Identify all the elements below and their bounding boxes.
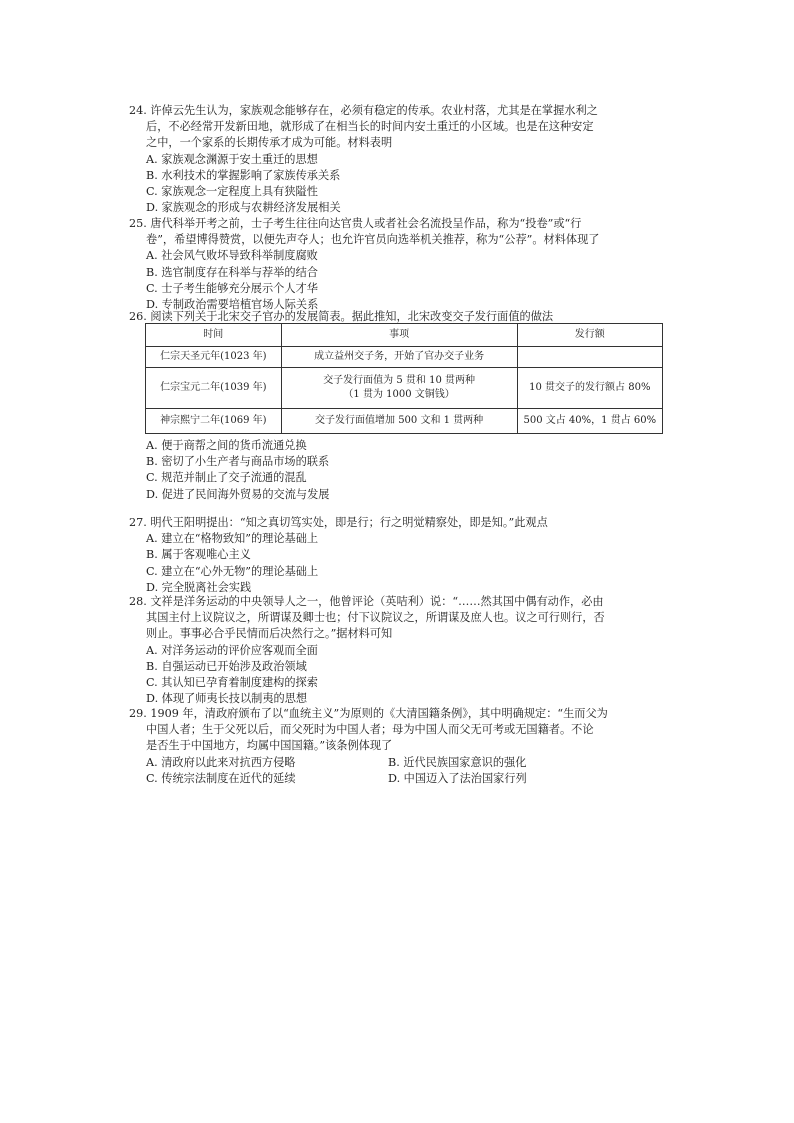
question-24-stem-line-1: 24. 许倬云先生认为，家族观念能够存在，必须有稳定的传承。农业村落，尤其是在掌握水利之 [129, 104, 598, 117]
question-24-option-d[interactable]: D. 家族观念的形成与农耕经济发展相关 [146, 201, 341, 215]
question-28-option-a[interactable]: A. 对洋务运动的评价应客观而全面 [146, 643, 318, 657]
question-24-stem-line-3: 之中，一个家系的长期传承才成为可能。材料表明 [146, 136, 393, 150]
question-26-option-b[interactable]: B. 密切了小生产者与商品市场的联系 [146, 455, 330, 469]
table-cell-note: （1 贯为 1000 文铜钱） [343, 389, 455, 400]
table-cell [517, 347, 662, 368]
question-28-stem-line-2: 其国主付上议院议之，所谓谋及卿士也；付下议院议之，所谓谋及庶人也。议之可行则行，否 [146, 611, 605, 625]
table-cell [281, 368, 517, 409]
question-24-option-c[interactable]: C. 家族观念一定程度上具有狭隘性 [146, 185, 318, 199]
table-cell: 仁宗宝元二年(1039 年) [146, 368, 282, 409]
question-28-option-d[interactable]: D. 体现了师夷长技以制夷的思想 [146, 692, 308, 706]
question-26-option-c[interactable]: C. 规范并制止了交子流通的混乱 [146, 471, 307, 485]
question-29 [129, 706, 669, 787]
table-cell: 10 贯交子的发行额占 80% [517, 368, 662, 409]
table-header-time: 时间 [146, 324, 282, 347]
table-cell: 成立益州交子务，开始了官办交子业务 [281, 347, 517, 368]
question-29-option-a[interactable]: A. 清政府以此来对抗西方侵略 [146, 755, 296, 769]
table-header-amount: 发行额 [517, 324, 662, 347]
question-28 [129, 594, 669, 707]
question-27-option-c[interactable]: C. 建立在“心外无物”的理论基础上 [146, 564, 319, 578]
jiaozi-table [145, 323, 663, 434]
table-cell: 神宗熙宁二年(1069 年) [146, 409, 282, 434]
table-cell: 500 文占 40%，1 贯占 60% [517, 409, 662, 434]
question-27-option-b[interactable]: B. 属于客观唯心主义 [146, 548, 251, 562]
table-row [146, 368, 663, 409]
question-26-option-d[interactable]: D. 促进了民间海外贸易的交流与发展 [146, 487, 330, 501]
question-25-stem-line-2: 卷”，希望博得赞赏，以便先声夺人；也允许官员向选举机关推荐，称为“公荐”。材料体现了 [146, 233, 600, 247]
question-27 [129, 515, 669, 596]
question-26-options [129, 438, 669, 503]
question-28-option-b[interactable]: B. 自强运动已开始涉及政治领域 [146, 659, 307, 673]
question-26-option-a[interactable]: A. 便于商帮之间的货币流通兑换 [146, 439, 307, 452]
question-24-option-b[interactable]: B. 水利技术的掌握影响了家族传承关系 [146, 168, 341, 182]
question-29-options-row-2 [129, 771, 669, 787]
question-29-options-row-1 [129, 755, 669, 771]
question-29-option-c[interactable]: C. 传统宗法制度在近代的延续 [146, 771, 296, 785]
question-25-option-d[interactable]: D. 专制政治需要培植官场人际关系 [146, 298, 319, 312]
question-27-option-d[interactable]: D. 完全脱离社会实践 [146, 580, 252, 594]
question-29-stem-line-3: 是否生于中国地方，均属中国国籍。”该条例体现了 [146, 739, 393, 753]
question-28-stem-line-1: 28. 文祥是洋务运动的中央领导人之一，他曾评论（英咭利）说：“……然其国中偶有动作，必由 [129, 595, 604, 608]
question-29-stem-line-1: 29. 1909 年，清政府颁布了以“血统主义”为原则的《大清国籍条例》，其中明确规定：“生而父为 [129, 707, 608, 720]
table-cell: 仁宗天圣元年(1023 年) [146, 347, 282, 368]
question-24-stem-line-2: 后，不必经常开发新田地，就形成了在相当长的时间内安土重迁的小区域。也是在这种安定 [146, 120, 594, 134]
question-27-stem-line-1: 27. 明代王阳明提出：“知之真切笃实处，即是行；行之明觉精察处，即是知。”此观点 [129, 516, 548, 529]
question-29-option-d[interactable]: D. 中国迈入了法治国家行列 [388, 771, 527, 785]
question-29-option-b[interactable]: B. 近代民族国家意识的强化 [388, 755, 527, 769]
question-28-option-c[interactable]: C. 其认知已孕育着制度建构的探索 [146, 676, 318, 690]
question-26-stem-line-1: 26. 阅读下列关于北宋交子官办的发展简表。据此推知，北宋改变交子发行面值的做法 [129, 310, 554, 323]
question-24-option-a[interactable]: A. 家族观念渊源于安土重迁的思想 [146, 152, 318, 166]
table-cell: 交子发行面值增加 500 文和 1 贯两种 [281, 409, 517, 434]
question-25-option-c[interactable]: C. 士子考生能够充分展示个人才华 [146, 281, 318, 295]
question-24 [129, 103, 669, 216]
question-25-option-a[interactable]: A. 社会风气败坏导致科举制度腐败 [146, 249, 318, 263]
question-25 [129, 216, 669, 313]
table-row [146, 347, 663, 368]
question-28-stem-line-3: 则止。事事必合乎民情而后决然行之。”据材料可知 [146, 627, 393, 641]
table-cell-line: 交子发行面值为 5 贯和 10 贯两种 [323, 375, 475, 386]
table-header-item: 事项 [281, 324, 517, 347]
question-25-option-b[interactable]: B. 选官制度存在科举与荐举的结合 [146, 265, 318, 279]
question-25-stem-line-1: 25. 唐代科举开考之前，士子考生往往向达官贵人或者社会名流投呈作品，称为“投卷”或“行 [129, 217, 582, 230]
question-27-option-a[interactable]: A. 建立在“格物致知”的理论基础上 [146, 532, 319, 546]
table-row [146, 409, 663, 434]
question-29-stem-line-2: 中国人者；生于父死以后，而父死时为中国人者；母为中国人而父无可考或无国籍者。不论 [146, 723, 594, 737]
table-header-row [146, 324, 663, 347]
